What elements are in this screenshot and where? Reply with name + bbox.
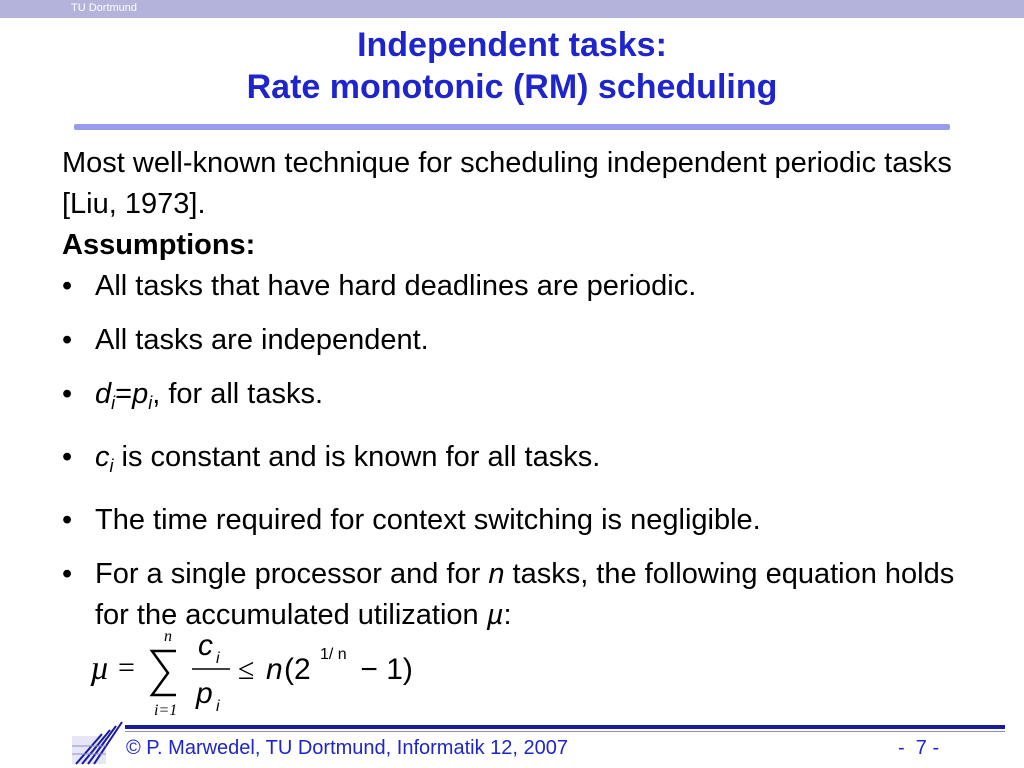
eq-denominator: p [196,677,213,710]
bullet-text: tasks, the following equation holds for the accumulated utilization [95,558,955,631]
eq-leq: ≤ [238,653,255,686]
bullet-text: All tasks that have hard deadlines are periodic. [95,270,697,302]
cost-symbol: c [95,441,110,473]
eq-rhs-close: − 1) [352,653,413,686]
eq-sum-lower: i=1 [154,702,178,719]
intro-text: Most well-known technique for scheduling independent periodic tasks [Liu, 1973]. [62,147,952,220]
deadline-symbol: d [95,378,112,410]
slide-footer [0,720,1024,768]
bullet-icon: • [62,504,73,536]
period-symbol: p [132,378,149,410]
copyright-text: © P. Marwedel, TU Dortmund, Informatik 12, 2007 [126,737,568,759]
equals-symbol: = [115,378,133,410]
eq-equals: = [118,651,135,684]
tu-logo-icon [72,720,124,766]
eq-numerator-sub: i [216,650,220,667]
institution-label: TU Dortmund [71,2,138,14]
bullet-icon: • [62,378,73,410]
subscript: i [111,393,116,413]
list-item [62,437,962,487]
slide-title [0,24,1024,108]
page-number: - 7 - [898,737,940,759]
bullet-text: For a single processor and for [95,558,489,590]
title-line-2: Rate monotonic (RM) scheduling [246,68,778,106]
bullet-icon: • [62,441,73,473]
footer-rule [125,725,1005,729]
title-divider [74,124,950,130]
eq-rhs-n: n [266,653,283,686]
header-bar [0,0,1024,18]
mu-symbol: µ [486,599,504,631]
bullet-icon: • [62,324,73,356]
eq-denominator-sub: i [216,698,220,715]
bullet-icon: • [62,558,73,590]
footer-rule-thin [125,731,1005,732]
subscript: i [148,393,153,413]
bullet-text: , for all tasks. [152,378,324,410]
list-item [62,266,962,307]
bullet-text: is constant and is known for all tasks. [113,441,601,473]
subscript: i [109,456,114,476]
sigma-icon [152,651,176,695]
colon: : [503,599,512,631]
assumptions-heading: Assumptions: [62,229,256,261]
bullet-text: The time required for context switching is negligible. [95,504,761,536]
eq-numerator: c [198,629,213,662]
list-item [62,374,962,424]
title-line-1: Independent tasks: [357,26,667,64]
list-item [62,500,962,541]
bullet-text: All tasks are independent. [95,324,429,356]
utilization-equation [88,623,448,723]
eq-sum-upper: n [164,628,172,645]
list-item [62,320,962,361]
eq-mu: µ [90,650,110,687]
eq-rhs-open: (2 [284,653,311,686]
n-symbol: n [488,558,505,590]
eq-rhs-exp: 1/ n [320,646,347,663]
bullet-icon: • [62,270,73,302]
assumption-list [62,266,962,636]
slide-body [62,143,962,636]
